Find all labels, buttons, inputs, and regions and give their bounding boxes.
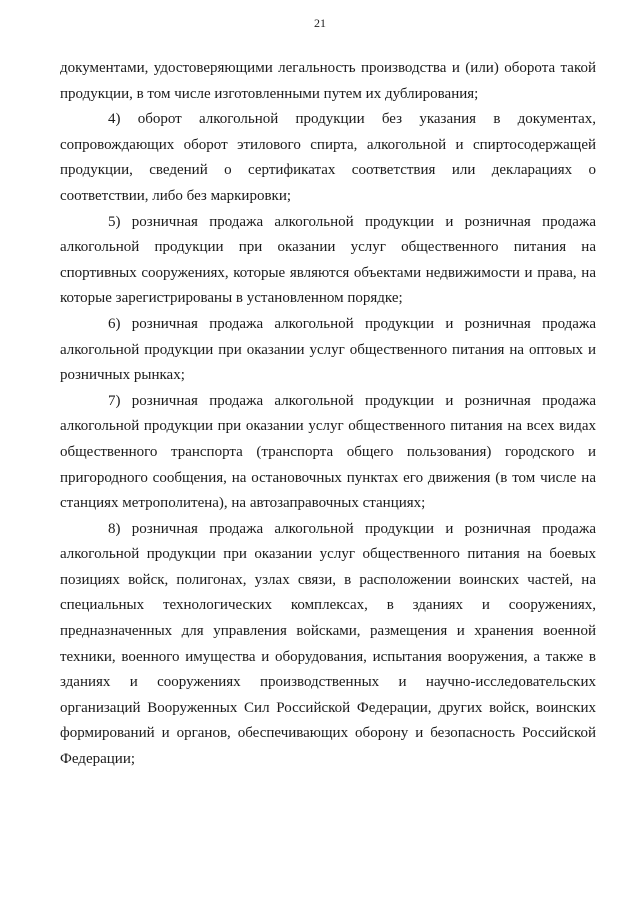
paragraph-item-6: 6) розничная продажа алкогольной продукции и розничная продажа алкогольной продукции при оказании услуг общественного питания на оптовых и розничных рынках; bbox=[60, 315, 596, 384]
page-number: 21 bbox=[314, 16, 326, 30]
paragraph-continuation: документами, удостоверяющими легальность производства и (или) оборота такой продукции, в том числе изготовленными путем их дублирования; bbox=[60, 60, 596, 102]
paragraph-item-8: 8) розничная продажа алкогольной продукции и розничная продажа алкогольной продукции при оказании услуг общественного питания на боевых позициях войск, полигонах, узлах связи, в расположении воинских частей, на специальных технологических комплексах, в зданиях и сооружениях, предназначенных для управления войсками, размещения и хранения военной техники, военного имущества и оборудования, испытания вооружения, а также в зданиях и сооружениях производственных и научно-исследовательских организаций Вооруженных Сил Российской Федерации, других войск, воинских формирований и органов, обеспечивающих оборону и безопасность Российской Федерации; bbox=[60, 520, 596, 768]
paragraph-item-5: 5) розничная продажа алкогольной продукции и розничная продажа алкогольной продукции при оказании услуг общественного питания на спортивных сооружениях, которые являются объектами недвижимости и права, на которые зарегистрированы в установленном порядке; bbox=[60, 213, 596, 307]
paragraph-item-4: 4) оборот алкогольной продукции без указания в документах, сопровождающих оборот этилового спирта, алкогольной и спиртосодержащей продукции, сведений о сертификатах соответствия или декларациях о соответствии, либо без маркировки; bbox=[60, 111, 596, 204]
document-body bbox=[60, 56, 596, 773]
paragraph-item-7: 7) розничная продажа алкогольной продукции и розничная продажа алкогольной продукции при оказании услуг общественного питания на всех видах общественного транспорта (транспорта общего пользования) городского и пригородного сообщения, на остановочных пунктах его движения (в том числе на станциях метрополитена), на автозаправочных станциях; bbox=[60, 392, 596, 512]
